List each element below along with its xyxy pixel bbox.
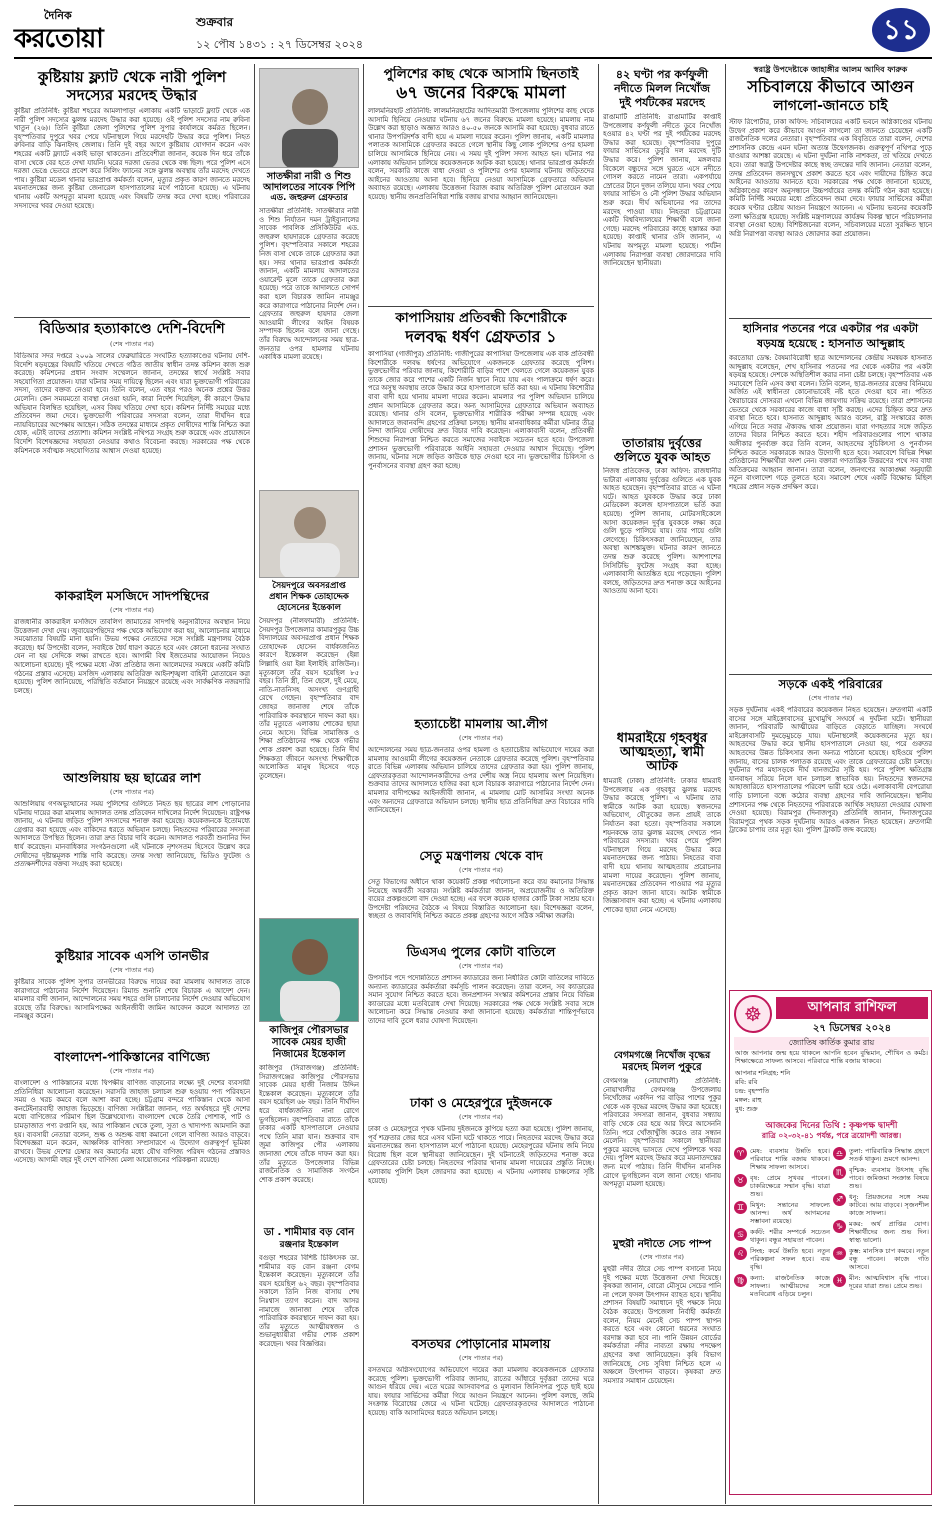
article-body: নিজস্ব প্রতিবেদক, ঢাকা অফিস: রাজধানীর ভাটারা এলাকায় দুর্বৃত্তের গুলিতে এক যুবক আহত হয়েছেন। বৃহস্পতিবার রাতে এ ঘটনা ঘটে। আহত যুবককে উদ্ধার করে ঢাকা মেডিকেল কলেজ হাসপাতালে ভর্তি করা হয়েছে। পুলিশ জানায়, মোটরসাইকেলে আসা কয়েকজন দুর্বৃত্ত যুবককে লক্ষ্য করে গুলি ছুড়ে পালিয়ে যায়। তার পায়ে গুলি লেগেছে। চিকিৎসকরা জানিয়েছেন, তার অবস্থা আশঙ্কামুক্ত। ঘটনার কারণ জানতে তদন্ত শুরু করেছে পুলিশ। আশপাশের সিসিটিভি ফুটেজ সংগ্রহ করা হচ্ছে। এলাকাবাসী আতঙ্কিত হয়ে পড়েছেন। পুলিশ বলছে, জড়িতদের দ্রুত শনাক্ত করে আইনের আওতায় আনা হবে। [603, 467, 721, 596]
horoscope-intro: আজ আপনার জন্ম হয়ে থাকলে আপনি হবেন বুদ্ধিমান, শৌখিন ও কর্মঠ। শিক্ষাক্ষেত্রে সাফল্য আসবে। পরিবারে শান্তি বজায় থাকবে। [735, 1049, 928, 1065]
headline: মুহুরী নদীতে সেচ পাম্প [612, 1238, 712, 1250]
zodiac-item [833, 1247, 929, 1271]
caption-line-2: রঞ্জনার ইন্তেকাল [279, 1240, 339, 1250]
zodiac-text: সিংহ: কর্মে উন্নতি হবে। নতুন পরিকল্পনা সফল হবে। ব্যয় বৃদ্ধি। [750, 1247, 830, 1271]
horoscope-title-bar [776, 997, 928, 1019]
scorpio-icon: ♏ [833, 1166, 846, 1179]
article-ashulia [14, 770, 250, 956]
aquarius-icon: ♒ [833, 1247, 846, 1260]
headline-line-2: দলবদ্ধ ধর্ষণ গ্রেফতার ১ [405, 327, 557, 346]
kicker: স্বরাষ্ট্র উপদেষ্টাকে জাহাঙ্গীর আলম আদিব ফারুক [753, 65, 908, 74]
masthead [14, 4, 932, 56]
article-body: কুষ্টিয়ার সাবেক পুলিশ সুপার তানভীরের বিরুদ্ধে দায়ের করা মামলায় আদালত তাকে কারাগারে পাঠানোর নির্দেশ দিয়েছেন। রিমান্ড শুনানি শেষে বিচারক এ আদেশ দেন। মামলার বাদী জানান, আন্দোলনের সময় শহরে গুলি চালানোর নির্দেশ দেওয়ার অভিযোগ রয়েছে তাঁর বিরুদ্ধে। আসামিপক্ষের আইনজীবী জামিন আবেদন করলে আদালত তা নামঞ্জুর করেন। [14, 978, 250, 1021]
article-kushtia-police [14, 68, 250, 323]
zodiac-left-column [734, 1147, 830, 1301]
headline: ৪২ ঘণ্টা পর কর্ণফুলী [615, 68, 709, 81]
zodiac-text: বৃশ্চিক: ব্যবসায় উৎসাহ বৃদ্ধি পাবে। জমিজমা সংক্রান্ত বিষয়ে শুভ। [849, 1166, 929, 1190]
headline: কুষ্টিয়ায় ফ্ল্যাট থেকে নারী পুলিশ [37, 68, 227, 86]
caption-line-1: কাজিপুর পৌরসভার [269, 1025, 349, 1036]
zodiac-item [734, 1228, 830, 1244]
headline: সচিবালয়ে কীভাবে আগুন [747, 77, 914, 96]
planet-grid [735, 1069, 928, 1114]
sagittarius-icon: ♐ [833, 1193, 846, 1206]
article-body: কাজিপুর (সিরাজগঞ্জ) প্রতিনিধি: সিরাজগঞ্জের কাজিপুর পৌরসভার সাবেক মেয়র হাজী নিজাম উদ্দিন ইন্তেকাল করেছেন। মৃত্যুকালে তাঁর বয়স হয়েছিল ৬৮ বছর। তিনি দীর্ঘদিন ধরে বার্ধক্যজনিত নানা রোগে ভুগছিলেন। বৃহস্পতিবার রাতে তাঁকে ঢাকার একটি হাসপাতালে নেওয়ার পথে তিনি মারা যান। শুক্রবার বাদ জুমা কাজিপুর পৌর এলাকায় জানাজা শেষে তাঁকে দাফন করা হয়। তাঁর মৃত্যুতে উপজেলার বিভিন্ন রাজনৈতিক ও সামাজিক সংগঠন শোক প্রকাশ করেছে। [259, 1064, 359, 1184]
continued-label: (শেষ পাতার পর) [459, 1113, 503, 1121]
headline: কুষ্টিয়ার সাবেক এসপি তানভীর [55, 948, 209, 963]
article-secretariat-fire [729, 64, 932, 304]
article-bd-pak-trade [14, 1049, 250, 1512]
headline-line-2: গুলিতে যুবক আহত [613, 450, 711, 464]
planet-row: চন্দ্র: বৃহস্পতি [735, 1087, 770, 1095]
article-body: স্টাফ রিপোর্টার, ঢাকা অফিস: সচিবালয়ের একটি ভবনে অগ্নিকাণ্ডের ঘটনায় উদ্বেগ প্রকাশ করে কীভাবে আগুন লাগলো তা জানতে চেয়েছেন একটি রাজনৈতিক দলের নেতারা। বৃহস্পতিবার এক বিবৃতিতে তারা বলেন, দেশের প্রশাসনিক কেন্দ্রে এমন ঘটনা অত্যন্ত উদ্বেগজনক। গুরুত্বপূর্ণ নথিপত্র পুড়ে যাওয়ার আশঙ্কা রয়েছে। এ ঘটনা দুর্ঘটনা নাকি নাশকতা, তা খতিয়ে দেখতে হবে। তারা স্বরাষ্ট্র উপদেষ্টার কাছে স্বচ্ছ তদন্তের দাবি জানান। নেতারা বলেন, তদন্ত প্রতিবেদন জনসম্মুখে প্রকাশ করতে হবে এবং দায়ীদের চিহ্নিত করে আইনের আওতায় আনতে হবে। সরকারের পক্ষ থেকে জানানো হয়েছে, অগ্নিকাণ্ডের কারণ অনুসন্ধানে উচ্চপর্যায়ের তদন্ত কমিটি গঠন করা হয়েছে। কমিটি নির্দিষ্ট সময়ের মধ্যে প্রতিবেদন জমা দেবে। ফায়ার সার্ভিসের কর্মীরা কয়েক ঘণ্টার চেষ্টায় আগুন নিয়ন্ত্রণে আনেন। এ ঘটনায় ভবনের কয়েকটি তলা ক্ষতিগ্রস্ত হয়েছে। সংশ্লিষ্ট মন্ত্রণালয়ের কার্যক্রম বিকল্প স্থানে পরিচালনার ব্যবস্থা নেওয়া হচ্ছে। বিশিষ্টজনেরা বলেন, সচিবালয়ের মতো সুরক্ষিত স্থানে অগ্নি নিরাপত্তা ব্যবস্থা আরও জোরদার করা প্রয়োজন। [729, 118, 932, 238]
article-bridge-ministry [368, 848, 594, 950]
continued-label: (শেষ পাতার পর) [110, 1067, 154, 1075]
zodiac-item [833, 1274, 929, 1290]
article-kushtia-sp [14, 948, 250, 1056]
bottom-rule [14, 1505, 932, 1506]
article-body: রাঙামাটি প্রতিনিধি: রাঙামাটির কাপ্তাই উপজেলায় কর্ণফুলী নদীতে ডুবে নিখোঁজ হওয়ার ৪২ ঘণ্টা পর দুই পর্যটকের মরদেহ উদ্ধার করা হয়েছে। বৃহস্পতিবার দুপুরে ফায়ার সার্ভিসের ডুবুরি দল মরদেহ দুটি উদ্ধার করে। পুলিশ জানায়, মঙ্গলবার বিকেলে বন্ধুদের সঙ্গে ঘুরতে এসে নদীতে গোসল করতে নামেন তারা। একপর্যায়ে স্রোতের টানে দুজন তলিয়ে যান। খবর পেয়ে ফায়ার সার্ভিস ও নৌ পুলিশ উদ্ধার অভিযান শুরু করে। দীর্ঘ অভিযানের পর তাদের মরদেহ পাওয়া যায়। নিহতরা চট্টগ্রামের একটি বিশ্ববিদ্যালয়ের শিক্ষার্থী বলে জানা গেছে। মরদেহ পরিবারের কাছে হস্তান্তর করা হয়েছে। কাপ্তাই থানার ওসি জানান, এ ঘটনায় অপমৃত্যু মামলা হয়েছে। পর্যটন এলাকায় নিরাপত্তা ব্যবস্থা জোরদারের দাবি জানিয়েছেন স্থানীয়রা। [603, 113, 721, 268]
article-kakrail [14, 588, 250, 775]
article-dhamrai [603, 732, 721, 1042]
person-photo [259, 68, 359, 168]
person-photo-graphic [260, 491, 359, 578]
column-rule [254, 64, 255, 1504]
page-number [872, 8, 930, 52]
article-body: সেতু বিভাগের অধীনে থাকা কয়েকটি প্রকল্প পর্যালোচনা করে ব্যয় কমানোর সিদ্ধান্ত নিয়েছে অন্তর্বর্তী সরকার। সংশ্লিষ্ট কর্মকর্তারা জানান, অপ্রয়োজনীয় ও অতিরিক্ত ব্যয়ের প্রকল্পগুলো বাদ দেওয়া হচ্ছে। এর ফলে কয়েক হাজার কোটি টাকা সাশ্রয় হবে। উপদেষ্টা পরিষদের বৈঠকে এ বিষয়ে বিস্তারিত আলোচনা হয়। বিশেষজ্ঞরা বলেন, স্বচ্ছতা ও জবাবদিহি নিশ্চিত করতে প্রকল্প গ্রহণের আগে সঠিক সমীক্ষা জরুরি। [368, 878, 594, 921]
caption-line-2: প্রধান শিক্ষক তোহাদ্দেক [269, 592, 349, 602]
zodiac-right-column [833, 1147, 929, 1293]
caption-line-1: সৈয়দপুরে অবসরপ্রাপ্ত [272, 581, 346, 591]
horoscope-emblem [734, 995, 772, 1033]
headline: কাকরাইল মসজিদে সাদপন্থিদের [54, 588, 210, 603]
zodiac-text: কন্যা: রাজনৈতিক কাজে সাফল্য। আত্মীয়দের সঙ্গে মতবিরোধ এড়িয়ে চলুন। [750, 1274, 830, 1298]
zodiac-item [734, 1147, 830, 1171]
article-body: বগুড়া শহরের বিশিষ্ট চিকিৎসক ডা. শামীমার বড় বোন রঞ্জনা বেগম ইন্তেকাল করেছেন। মৃত্যুকালে তাঁর বয়স হয়েছিল ৬২ বছর। বৃহস্পতিবার সকালে তিনি নিজ বাসায় শেষ নিঃশ্বাস ত্যাগ করেন। বাদ আসর নামাজে জানাজা শেষে তাঁকে পারিবারিক কবরস্থানে দাফন করা হয়। তাঁর মৃত্যুতে আত্মীয়স্বজন ও শুভানুধ্যায়ীরা গভীর শোক প্রকাশ করেছেন। খবর বিজ্ঞপ্তির। [259, 1254, 359, 1348]
article-accused-snatched [368, 66, 594, 299]
article-vatara-shooting [603, 436, 721, 723]
headline-line-2: আত্মহত্যা, স্বামী [620, 745, 704, 760]
article-dhaka-meherpur [368, 1095, 594, 1343]
zodiac-text: মিথুন: সন্তানের সাফল্যে আনন্দ। অর্থ আগমনের সম্ভাবনা রয়েছে। [750, 1201, 830, 1225]
article-body: করতোয়া ডেস্ক: বৈষম্যবিরোধী ছাত্র আন্দোলনের কেন্দ্রীয় সমন্বয়ক হাসনাত আব্দুল্লাহ বলেছেন, শেখ হাসিনার পতনের পর থেকে একটার পর একটা ষড়যন্ত্র হয়েছে। দেশকে অস্থিতিশীল করার নানা চেষ্টা চলছে। বৃহস্পতিবার এক সমাবেশে তিনি এসব কথা বলেন। তিনি বলেন, ছাত্র-জনতার রক্তের বিনিময়ে অর্জিত এই স্বাধীনতা কোনোভাবেই নষ্ট হতে দেওয়া হবে না। পতিত স্বৈরাচারের দোসররা এখনো বিভিন্ন জায়গায় সক্রিয় রয়েছে। তারা প্রশাসনের ভেতরে থেকে সরকারের কাজে বাধা সৃষ্টি করছে। এদের চিহ্নিত করে দ্রুত ব্যবস্থা নিতে হবে। হাসনাত আব্দুল্লাহ আরও বলেন, রাষ্ট্র সংস্কারের কাজ এগিয়ে নিতে সবার ঐক্যবদ্ধ থাকা প্রয়োজন। যারা গণহত্যার সঙ্গে জড়িত তাদের বিচার নিশ্চিত করতে হবে। শহীদ পরিবারগুলোর পাশে থাকার অঙ্গীকার পুনর্ব্যক্ত করে তিনি বলেন, আহতদের সুচিকিৎসা ও পুনর্বাসন নিশ্চিত করতে সরকারকে আরও উদ্যোগী হতে হবে। সমাবেশে বিভিন্ন শিক্ষা প্রতিষ্ঠানের শিক্ষার্থীরা অংশ নেন। বক্তারা গণতান্ত্রিক উত্তরণের পথে সব বাধা অতিক্রমের আহ্বান জানান। তারা বলেন, জনগণের আকাঙ্ক্ষা অনুযায়ী নতুন বাংলাদেশ গড়ে তুলতে হবে। সমাবেশ শেষে একটি বিক্ষোভ মিছিল শহরের প্রধান সড়ক প্রদক্ষিণ করে। [729, 354, 932, 491]
article-body: মুহুরী নদীর তীরে সেচ পাম্প বসানো নিয়ে দুই পক্ষের মধ্যে উত্তেজনা দেখা দিয়েছে। কৃষকরা জানান, বোরো মৌসুমে সেচের পানি না পেলে ফসল উৎপাদন ব্যাহত হবে। স্থানীয় প্রশাসন বিষয়টি সমাধানে দুই পক্ষকে নিয়ে বৈঠক করেছে। উপজেলা নির্বাহী কর্মকর্তা বলেন, নিয়ম মেনেই সেচ পাম্প স্থাপন করতে হবে এবং কোনো ধরনের সংঘাত বরদাস্ত করা হবে না। পানি উন্নয়ন বোর্ডের কর্মকর্তারা নদীর নাব্যতা রক্ষায় পদক্ষেপ গ্রহণের কথা জানিয়েছেন। কৃষি বিভাগ জানিয়েছে, সেচ সুবিধা নিশ্চিত হলে এ অঞ্চলে উৎপাদন বাড়বে। কৃষকরা দ্রুত সমস্যার সমাধান চেয়েছেন। [603, 1265, 721, 1385]
caption-line-3: এড. জহুরুল গ্রেফতার [270, 193, 348, 203]
planet-row: রবি: রবি [735, 1078, 758, 1086]
headline-line-3: আটক [646, 759, 678, 774]
zodiac-text: তুলা: পারিবারিক সিদ্ধান্ত গ্রহণে সতর্ক থাকুন। ভ্রমণে আনন্দ। [849, 1147, 929, 1163]
taurus-icon: ♉ [734, 1174, 747, 1187]
continued-label: (শেষ পাতার পর) [640, 1253, 684, 1261]
planet-row: মঙ্গল: রাহু [735, 1096, 762, 1104]
masthead-day: শুক্রবার [196, 15, 234, 29]
horoscope-date: ২৭ ডিসেম্বর ২০২৪ [812, 1023, 892, 1034]
zodiac-item [734, 1201, 830, 1225]
column-rule [363, 64, 364, 1504]
caption-line-1: ডা . শামীমার বড় বোন [263, 1227, 355, 1238]
continued-label: (শেষ পাতার পর) [110, 966, 154, 974]
article-karnaphuli [603, 68, 721, 433]
zodiac-text: কুম্ভ: মানসিক চাপ কমবে। নতুন বন্ধু পাবেন। কাজে গতি আসবে। [849, 1247, 929, 1271]
headline: হত্যাচেষ্টা মামলায় আ.লীগ [414, 716, 548, 731]
horoscope-author: জ্যোতিষ কার্তিক কুমার রায় [734, 1037, 929, 1050]
article-hasnat [729, 318, 932, 666]
continued-label: (শেষ পাতার পর) [110, 788, 154, 796]
logo-name: করতোয়া [14, 24, 103, 54]
capricorn-icon: ♑ [833, 1220, 846, 1233]
continued-label: (শেষ পাতার পর) [808, 694, 853, 702]
gemini-icon: ♊ [734, 1201, 747, 1214]
article-body: বেগমগঞ্জ (নোয়াখালী) প্রতিনিধি: নোয়াখালীর বেগমগঞ্জ উপজেলায় নিখোঁজের একদিন পর বাড়ির পাশের পুকুর থেকে এক বৃদ্ধের মরদেহ উদ্ধার করা হয়েছে। পরিবারের সদস্যরা জানান, বুধবার সন্ধ্যায় বাড়ি থেকে বের হয়ে আর ফিরে আসেননি তিনি। পরে খোঁজাখুঁজি করেও তার সন্ধান মেলেনি। বৃহস্পতিবার সকালে স্থানীয়রা পুকুরে মরদেহ ভাসতে দেখে পুলিশকে খবর দেয়। পুলিশ মরদেহ উদ্ধার করে ময়নাতদন্তের জন্য মর্গে পাঠায়। তিনি দীর্ঘদিন মানসিক রোগে ভুগছিলেন বলে জানা গেছে। থানায় অপমৃত্যু মামলা হয়েছে। [603, 1077, 721, 1189]
headline: সড়কে একই পরিবারের [729, 674, 932, 692]
article-obituary-ranjana [259, 1227, 359, 1484]
person-photo [259, 918, 359, 1022]
headline: ঢাকা ও মেহেরপুরে দুইজনকে [410, 1095, 552, 1110]
zodiac-text: বৃষ: প্রেমে সুখবর পাবেন। চাকরিক্ষেত্রে সম্মান বৃদ্ধি। যাত্রা শুভ। [750, 1174, 830, 1198]
headline-line-2: সদস্যের মরদেহ উদ্ধার [66, 86, 198, 104]
tithi-line: আজকের দিনের তিথি : কৃষ্ণপক্ষ দ্বাদশী [765, 1121, 898, 1131]
article-obituary-nizam [259, 918, 359, 1214]
caption-line-2: সাবেক মেয়র হাজী [271, 1037, 346, 1048]
article-body: ঢাকা ও মেহেরপুরে পৃথক ঘটনায় দুইজনকে কুপিয়ে হত্যা করা হয়েছে। পুলিশ জানায়, পূর্ব শত্রুতার জের ধরে এসব ঘটনা ঘটে থাকতে পারে। নিহতদের মরদেহ উদ্ধার করে ময়নাতদন্তের জন্য হাসপাতাল মর্গে পাঠানো হয়েছে। মেহেরপুরের ঘটনায় জমি নিয়ে বিরোধ ছিল বলে স্থানীয়রা জানিয়েছেন। দুই ঘটনাতেই জড়িতদের শনাক্ত করে গ্রেফতারের চেষ্টা চলছে। নিহতদের পরিবার থানায় মামলা দায়েরের প্রস্তুতি নিচ্ছে। এলাকায় পুলিশি টহল জোরদার করা হয়েছে। এ ঘটনায় এলাকায় চাঞ্চল্যের সৃষ্টি হয়েছে। [368, 1125, 594, 1185]
article-house-burning [368, 1336, 594, 1510]
horoscope-title: আপনার রাশিফল [807, 1000, 897, 1015]
article-murder-attempt [368, 716, 594, 854]
caption-line-1: সাতক্ষীরা নারী ও শিশু [266, 171, 352, 182]
headline-line-2: মরদেহ মিলল পুকুরে [622, 1062, 702, 1073]
cancer-icon: ♋ [734, 1228, 747, 1241]
zodiac-item [833, 1166, 929, 1190]
article-body: ধামরাই (ঢাকা) প্রতিনিধি: ঢাকার ধামরাই উপজেলায় এক গৃহবধূর ঝুলন্ত মরদেহ উদ্ধার করেছে পুলিশ। এ ঘটনায় তার স্বামীকে আটক করা হয়েছে। স্বজনদের অভিযোগ, যৌতুকের জন্য প্রায়ই তাকে নির্যাতন করা হতো। বৃহস্পতিবার সকালে শয়নকক্ষে তার ঝুলন্ত মরদেহ দেখতে পান পরিবারের সদস্যরা। খবর পেয়ে পুলিশ ঘটনাস্থলে গিয়ে মরদেহ উদ্ধার করে ময়নাতদন্তের জন্য পাঠায়। নিহতের বাবা বাদী হয়ে থানায় আত্মহত্যায় প্ররোচনার মামলা দায়ের করেছেন। পুলিশ জানায়, ময়নাতদন্তের প্রতিবেদন পাওয়ার পর মৃত্যুর প্রকৃত কারণ জানা যাবে। আটক স্বামীকে জিজ্ঞাসাবাদ করা হচ্ছে। এ ঘটনায় এলাকায় শোকের ছায়া নেমে এসেছে। [603, 777, 721, 914]
continued-label: (শেষ পাতার পর) [459, 962, 503, 970]
article-body: বাংলাদেশ ও পাকিস্তানের মধ্যে দ্বিপক্ষীয় বাণিজ্য বাড়ানোর লক্ষ্যে দুই দেশের ব্যবসায়ী প্রতিনিধিরা আলোচনা করেছেন। সরাসরি জাহাজ চলাচল শুরু হওয়ায় পণ্য পরিবহনে সময় ও খরচ কমবে বলে আশা করা হচ্ছে। চট্টগ্রাম বন্দরে পাকিস্তান থেকে আসা কনটেইনারবাহী জাহাজ ভিড়েছে। বাণিজ্য সংশ্লিষ্টরা জানান, গত অর্থবছরে দুই দেশের মধ্যে বাণিজ্যের পরিমাণ ছিল উল্লেখযোগ্য। বাংলাদেশ থেকে তৈরি পোশাক, পাট ও চামড়াজাত পণ্য রপ্তানি হয়, আর পাকিস্তান থেকে তুলা, সুতা ও খাদ্যপণ্য আমদানি করা হয়। ব্যবসায়ী নেতারা বলেন, শুল্ক ও অশুল্ক বাধা কমানো গেলে বাণিজ্য আরও বাড়বে। বিশেষজ্ঞরা মনে করেন, আঞ্চলিক বাণিজ্য সম্প্রসারণে এ উদ্যোগ গুরুত্বপূর্ণ ভূমিকা রাখবে। উভয় দেশের চেম্বার অব কমার্সের মধ্যে যৌথ বাণিজ্য পরিষদ গঠনের প্রস্তাবও এসেছে। আগামী বছর দুই দেশে বাণিজ্য মেলা আয়োজনের পরিকল্পনা রয়েছে। [14, 1079, 250, 1165]
caption-line-3: হোসেনের ইন্তেকাল [277, 603, 341, 613]
headline-line-2: ৬৭ জনের বিরুদ্ধে মামলা [396, 83, 566, 103]
continued-label: (শেষ পাতার পর) [110, 606, 154, 614]
headline: ধামরাইয়ে গৃহবধূর [616, 731, 708, 746]
logo-small-text: দৈনিক [44, 9, 72, 22]
zodiac-text: মকর: অর্থ প্রাপ্তির যোগ। শিক্ষার্থীদের জন্য শুভ দিন। স্বাস্থ্য ভালো। [849, 1220, 929, 1244]
planet-row: বুধ: শুক্র [735, 1105, 758, 1113]
headline: পুলিশের কাছ থেকে আসামি ছিনতাই [383, 66, 579, 82]
headline: ডিএসএ পুলের কোটা বাতিলে [406, 944, 556, 959]
article-body: সাতক্ষীরা প্রতিনিধি: সাতক্ষীরার নারী ও শিশু নির্যাতন দমন ট্রাইব্যুনালের সাবেক পাবলিক প্রসিকিউটর এড. জহুরুল হায়দারকে গ্রেফতার করেছে পুলিশ। বৃহস্পতিবার সকালে শহরের নিজ বাসা থেকে তাকে গ্রেফতার করা হয়। সদর থানার ভারপ্রাপ্ত কর্মকর্তা জানান, একটি মামলায় আদালতের ওয়ারেন্ট মূলে তাকে গ্রেফতার করা হয়েছে। পরে তাকে আদালতে সোপর্দ করা হলে বিচারক জামিন নামঞ্জুর করে কারাগারে পাঠানোর নির্দেশ দেন। গ্রেফতার জহুরুল হায়দার জেলা আওয়ামী লীগের আইন বিষয়ক সম্পাদক ছিলেন বলে জানা গেছে। তাঁর বিরুদ্ধে আন্দোলনের সময় ছাত্র-জনতার ওপর হামলার ঘটনায় একাধিক মামলা রয়েছে। [259, 207, 359, 362]
article-body: আন্দোলনের সময় ছাত্র-জনতার ওপর হামলা ও হত্যাচেষ্টার অভিযোগে দায়ের করা মামলায় আওয়ামী লীগের কয়েকজন নেতাকে গ্রেফতার করেছে পুলিশ। বৃহস্পতিবার রাতে বিভিন্ন এলাকায় অভিযান চালিয়ে তাদের গ্রেফতার করা হয়। পুলিশ জানায়, গ্রেফতারকৃতরা আন্দোলনকারীদের ওপর দেশীয় অস্ত্র নিয়ে হামলায় অংশ নিয়েছিল। শুক্রবার তাদের আদালতে হাজির করা হলে বিচারক কারাগারে পাঠানোর নির্দেশ দেন। মামলার বাদীপক্ষের আইনজীবী জানান, এ মামলায় মোট আসামির সংখ্যা অনেক এবং অন্যদের গ্রেফতারে অভিযান চলছে। স্থানীয় ছাত্র প্রতিনিধিরা দ্রুত বিচারের দাবি জানিয়েছেন। [368, 746, 594, 815]
headline: তাতারায় দুর্বৃত্তের [622, 436, 702, 450]
zodiac-item [734, 1274, 830, 1298]
headline-line-3: দুই পর্যটকের মরদেহ [619, 96, 705, 109]
zodiac-item [833, 1147, 929, 1163]
leo-icon: ♌ [734, 1247, 747, 1260]
headline-line-2: নদীতে মিলল নিখোঁজ [614, 82, 710, 95]
article-bdr [14, 317, 250, 592]
article-satkhira-pp [259, 68, 359, 442]
logo [14, 4, 124, 52]
zodiac-item [833, 1220, 929, 1244]
person-photo-graphic [260, 69, 359, 168]
person-photo-graphic [260, 919, 359, 1022]
headline: বাংলাদেশ-পাকিস্তানের বাণিজ্যে [54, 1049, 210, 1064]
headline: বসতঘর পোড়ানোর মামলায় [411, 1336, 551, 1351]
aries-icon: ♈ [734, 1147, 747, 1160]
continued-label: (শেষ পাতার পর) [110, 340, 154, 348]
article-body: বসতঘরে অগ্নিসংযোগের অভিযোগে দায়ের করা মামলায় কয়েকজনকে গ্রেফতার করেছে পুলিশ। ভুক্তভোগী পরিবার জানায়, রাতের আঁধারে দুর্বৃত্তরা তাদের ঘরে আগুন ধরিয়ে দেয়। এতে ঘরের আসবাবপত্র ও মূল্যবান জিনিসপত্র পুড়ে ছাই হয়ে যায়। ফায়ার সার্ভিসের কর্মীরা গিয়ে আগুন নিয়ন্ত্রণে আনেন। পুলিশ বলছে, জমি সংক্রান্ত বিরোধের জেরে এ ঘটনা ঘটেছে। গ্রেফতারকৃতদের আদালতে পাঠানো হয়েছে। বাকি আসামিদের ধরতে অভিযান চলছে। [368, 1366, 594, 1417]
horoscope-box [729, 990, 932, 1495]
column-rule [598, 64, 599, 1504]
zodiac-text: মেষ: ব্যবসায় উন্নতি হবে। পরিবারে শান্তি বজায় থাকবে। শিক্ষায় সাফল্য আসবে। [750, 1147, 830, 1171]
masthead-rule [14, 57, 932, 59]
zodiac-item [734, 1247, 830, 1271]
article-muhuri [603, 1238, 721, 1497]
headline: হাসিনার পতনের পরে একটার পর একটা [729, 318, 932, 336]
headline: বিডিআর হত্যাকাণ্ডে দেশি-বিদেশি [14, 317, 250, 338]
virgo-icon: ♍ [734, 1274, 747, 1287]
tithi-time: রাত্রি ০২-৩২-৪১ পর্যন্ত, পরে ত্রয়োদশী আরম্ভ। [761, 1131, 902, 1140]
caption-line-3: নিজামের ইন্তেকাল [272, 1049, 346, 1060]
continued-label: (শেষ পাতার পর) [459, 1354, 503, 1362]
zodiac-text: মীন: আত্মবিশ্বাস বৃদ্ধি পাবে। দূরের যাত্রা শুভ। প্রেমে শুভ। [849, 1274, 929, 1290]
article-body: সৈয়দপুর (নীলফামারী) প্রতিনিধি: সৈয়দপুর উপজেলার কামারপুকুর উচ্চ বিদ্যালয়ের অবসরপ্রাপ্ত প্রধান শিক্ষক তোহাদ্দেক হোসেন বার্ধক্যজনিত কারণে ইন্তেকাল করেছেন (ইন্না লিল্লাহি ওয়া ইন্না ইলাইহি রাজিউন)। মৃত্যুকালে তাঁর বয়স হয়েছিল ৮৫ বছর। তিনি স্ত্রী, তিন ছেলে, দুই মেয়ে, নাতি-নাতনিসহ অসংখ্য গুণগ্রাহী রেখে গেছেন। বৃহস্পতিবার বাদ জোহর জানাজা শেষে তাঁকে পারিবারিক কবরস্থানে দাফন করা হয়। তাঁর মৃত্যুতে এলাকায় শোকের ছায়া নেমে আসে। বিভিন্ন সামাজিক ও শিক্ষা প্রতিষ্ঠানের পক্ষ থেকে গভীর শোক প্রকাশ করা হয়েছে। তিনি দীর্ঘ শিক্ষকতা জীবনে অসংখ্য শিক্ষার্থীকে আলোকিত মানুষ হিসেবে গড়ে তুলেছেন। [259, 617, 359, 780]
pisces-icon: ♓ [833, 1274, 846, 1287]
headline: সেতু মন্ত্রণালয় থেকে বাদ [419, 848, 543, 863]
article-road-accident [729, 674, 932, 996]
article-dsa-quota [368, 944, 594, 1102]
headline-line-2: ষড়যন্ত্র হয়েছে : হাসনাত আব্দুল্লাহ [757, 337, 904, 350]
article-body: কাপাসিয়া (গাজীপুর) প্রতিনিধি: গাজীপুরের কাপাসিয়া উপজেলায় এক বাক প্রতিবন্ধী কিশোরীকে দলবদ্ধ ধর্ষণের অভিযোগে একজনকে গ্রেফতার করেছে পুলিশ। ভুক্তভোগীর পরিবার জানায়, কিশোরীটি বাড়ির পাশে খেলতে গেলে কয়েকজন যুবক তাকে জোর করে পাশের একটি নির্জন স্থানে নিয়ে যায় এবং পালাক্রমে ধর্ষণ করে। পরে অসুস্থ অবস্থায় তাকে উদ্ধার করে হাসপাতালে ভর্তি করা হয়। এ ঘটনায় কিশোরীর বাবা বাদী হয়ে থানায় মামলা দায়ের করেন। মামলার পর পুলিশ অভিযান চালিয়ে প্রধান আসামিকে গ্রেফতার করে। অন্য আসামিদের গ্রেফতারে অভিযান অব্যাহত রয়েছে। থানার ওসি বলেন, ভুক্তভোগীর শারীরিক পরীক্ষা সম্পন্ন হয়েছে এবং আদালতে জবানবন্দি গ্রহণের প্রক্রিয়া চলছে। স্থানীয় মানবাধিকার কর্মীরা ঘটনার তীব্র নিন্দা জানিয়ে দোষীদের দ্রুত বিচার দাবি করেছেন। এলাকাবাসী বলেন, প্রতিবন্ধী শিশুদের নিরাপত্তা নিশ্চিত করতে সমাজের সবাইকে সচেতন হতে হবে। উপজেলা প্রশাসন ভুক্তভোগী পরিবারকে আইনি সহায়তা দেওয়ার আশ্বাস দিয়েছে। পুলিশ জানায়, ঘটনার সঙ্গে জড়িত কাউকে ছাড় দেওয়া হবে না। ভুক্তভোগীর চিকিৎসা ও পুনর্বাসনের ব্যবস্থা গ্রহণ করা হচ্ছে। [368, 350, 594, 470]
article-body: সড়ক দুর্ঘটনায় একই পরিবারের কয়েকজন নিহত হয়েছেন। দ্রুতগামী একটি বাসের সঙ্গে মাইক্রোবাসের মুখোমুখি সংঘর্ষে এ দুর্ঘটনা ঘটে। স্থানীয়রা জানান, পরিবারটি আত্মীয়ের বাড়িতে বেড়াতে যাচ্ছিল। সংঘর্ষে মাইক্রোবাসটি দুমড়েমুচড়ে যায়। ঘটনাস্থলেই কয়েকজনের মৃত্যু হয়। আহতদের উদ্ধার করে স্থানীয় হাসপাতালে নেওয়া হয়, পরে গুরুতর আহতদের উন্নত চিকিৎসার জন্য অন্যত্র পাঠানো হয়েছে। হাইওয়ে পুলিশ জানায়, বাসের চালক পলাতক রয়েছে এবং তাকে গ্রেফতারের চেষ্টা চলছে। দুর্ঘটনার পর মহাসড়কে দীর্ঘ যানজটের সৃষ্টি হয়। পরে পুলিশ ক্ষতিগ্রস্ত যানবাহন সরিয়ে নিলে যান চলাচল স্বাভাবিক হয়। নিহতদের স্বজনদের আহাজারিতে হাসপাতালের পরিবেশ ভারী হয়ে ওঠে। এলাকাবাসী বেপরোয়া গাড়ি চালানো বন্ধে কঠোর ব্যবস্থা গ্রহণের দাবি জানিয়েছেন। স্থানীয় প্রশাসনের পক্ষ থেকে নিহতদের পরিবারকে আর্থিক সহায়তা দেওয়ার ঘোষণা দেওয়া হয়েছে। বিরামপুর (দিনাজপুর) প্রতিনিধি জানান, দিনাজপুরের বিরামপুরে পৃথক সড়ক দুর্ঘটনায় আরও একজন নিহত হয়েছেন। দ্রুতগামী ট্রাকের চাপায় তার মৃত্যু হয়। পুলিশ ট্রাকটি জব্দ করেছে। [729, 706, 932, 835]
zodiac-text: ধনু: প্রিয়জনের সঙ্গে সময় কাটবে। আয় বাড়বে। সৃজনশীল কাজে সাফল্য। [849, 1193, 929, 1217]
planet-row: আপনার শনিগ্রহ: শনি [735, 1069, 791, 1077]
column-rule [725, 64, 726, 1504]
article-begumganj [603, 1050, 721, 1234]
continued-label: (শেষ পাতার পর) [459, 734, 503, 742]
article-body: লালমনিরহাট প্রতিনিধি: লালমনিরহাটের আদিতমারী উপজেলায় পুলিশের কাছ থেকে আসামি ছিনিয়ে নেওয়ার ঘটনায় ৬৭ জনের বিরুদ্ধে মামলা হয়েছে। মামলায় নাম উল্লেখ করা ছাড়াও অজ্ঞাত আরও ৪০-৫০ জনকে আসামি করা হয়েছে। বুধবার রাতে থানার উপপরিদর্শক বাদী হয়ে এ মামলা দায়ের করেন। পুলিশ জানায়, একটি মামলার পলাতক আসামিকে গ্রেফতার করতে গেলে স্থানীয় কিছু লোক পুলিশের ওপর হামলা চালিয়ে আসামিকে ছিনিয়ে নেয়। এ সময় দুই পুলিশ সদস্য আহত হন। ঘটনার পর এলাকায় অভিযান চালিয়ে কয়েকজনকে আটক করা হয়েছে। থানার ভারপ্রাপ্ত কর্মকর্তা বলেন, সরকারি কাজে বাধা দেওয়া ও পুলিশের ওপর হামলার ঘটনায় জড়িতদের আইনের আওতায় আনা হবে। ছিনিয়ে নেওয়া আসামিকে গ্রেফতারে অভিযান অব্যাহত রয়েছে। এলাকায় উত্তেজনা বিরাজ করায় অতিরিক্ত পুলিশ মোতায়েন করা হয়েছে। স্থানীয় জনপ্রতিনিধিরা শান্তি বজায় রাখার আহ্বান জানিয়েছেন। [368, 107, 594, 201]
headline-line-2: লাগলো-জানতে চাই [773, 98, 888, 114]
headline: কাপাসিয়ায় প্রতিবন্ধী কিশোরীকে [368, 306, 594, 327]
zodiac-wheel-icon: ☸ [744, 1002, 762, 1026]
zodiac-item [833, 1193, 929, 1217]
page-number-text: ১১ [882, 13, 920, 46]
article-body: বিডিআর সদর দপ্তরে ২০০৯ সালের ফেব্রুয়ারিতে সংঘটিত হত্যাকাণ্ডের ঘটনায় দেশি-বিদেশি ষড়যন্ত্রের বিষয়টি খতিয়ে দেখতে গঠিত জাতীয় স্বাধীন তদন্ত কমিশন কাজ শুরু করেছে। কমিশনের প্রধান সংবাদ সম্মেলনে জানান, তদন্তের স্বার্থে সংশ্লিষ্ট সবার সহযোগিতা প্রয়োজন। যারা ঘটনার সময় দায়িত্বে ছিলেন এবং যারা ভুক্তভোগী পরিবারের সদস্য, তাদের বক্তব্য নেওয়া হবে। তিনি বলেন, এত বছর পরও অনেক প্রশ্নের উত্তর মেলেনি। কেন সময়মতো ব্যবস্থা নেওয়া হয়নি, কারা নির্দেশ দিয়েছিল, কী কারণে উদ্ধার অভিযান বিলম্বিত হয়েছিল, এসব বিষয় খতিয়ে দেখা হবে। কমিশন নির্দিষ্ট সময়ের মধ্যে প্রতিবেদন জমা দেবে। ভুক্তভোগী পরিবারের সদস্যরা বলেন, তারা দীর্ঘদিন ধরে ন্যায়বিচারের অপেক্ষায় আছেন। সঠিক তদন্তের মাধ্যমে প্রকৃত দোষীদের শাস্তি নিশ্চিত করা হোক, এটাই তাদের প্রত্যাশা। কমিশন সংশ্লিষ্ট নথিপত্র সংগ্রহ শুরু করেছে এবং প্রয়োজনে বিদেশি বিশেষজ্ঞদের সহায়তা নেওয়ার কথাও বিবেচনা করছে। সরকারের পক্ষ থেকে কমিশনকে সর্বাত্মক সহযোগিতার আশ্বাস দেওয়া হয়েছে। [14, 352, 250, 455]
article-body: উপসচিব পদে পদোন্নতিতে প্রশাসন ক্যাডারের জন্য নির্ধারিত কোটা বাতিলের দাবিতে অন্যান্য ক্যাডারের কর্মকর্তারা কর্মসূচি পালন করেছেন। তারা বলেন, সব ক্যাডারের সমান সুযোগ নিশ্চিত করতে হবে। জনপ্রশাসন সংস্কার কমিশনের প্রস্তাব নিয়ে বিভিন্ন ক্যাডারের মধ্যে মতবিরোধ দেখা দিয়েছে। সরকারের পক্ষ থেকে সংশ্লিষ্ট সবার সঙ্গে আলোচনা করে সিদ্ধান্ত নেওয়ার কথা জানানো হয়েছে। কর্মকর্তারা শান্তিপূর্ণভাবে তাদের দাবি তুলে ধরার ঘোষণা দিয়েছেন। [368, 974, 594, 1025]
caption-line-2: আদালতের সাবেক পিপি [263, 182, 355, 193]
article-obituary-tohaddek [259, 490, 359, 922]
headline: আশুলিয়ায় ছয় ছাত্রের লাশ [63, 770, 201, 785]
libra-icon: ♎ [833, 1147, 846, 1160]
zodiac-text: কর্কট: শরীর সম্পর্কে সচেতন থাকুন। বন্ধুর সহায়তা পাবেন। [750, 1228, 830, 1244]
masthead-date: ১২ পৌষ ১৪৩১ : ২৭ ডিসেম্বর ২০২৪ [196, 38, 364, 51]
person-photo [259, 490, 359, 578]
headline: বেগমগঞ্জে নিখোঁজ বৃদ্ধের [613, 1050, 711, 1061]
continued-label: (শেষ পাতার পর) [459, 866, 503, 874]
article-kapasia [368, 306, 594, 710]
article-body: আশুলিয়ায় গণঅভ্যুত্থানের সময় পুলিশের গুলিতে নিহত ছয় ছাত্রের লাশ পোড়ানোর ঘটনায় দায়ের করা মামলায় আদালত তদন্ত প্রতিবেদন দাখিলের নির্দেশ দিয়েছেন। রাষ্ট্রপক্ষ জানায়, এ ঘটনায় জড়িত পুলিশ সদস্যদের শনাক্ত করা হয়েছে। কয়েকজনকে ইতোমধ্যে গ্রেপ্তার করা হয়েছে এবং বাকিদের ধরতে অভিযান চলছে। নিহতদের পরিবারের সদস্যরা আদালতে উপস্থিত ছিলেন। তারা দ্রুত বিচার দাবি করেন। আদালত পরবর্তী শুনানির দিন ধার্য করেছেন। মানবাধিকার সংগঠনগুলো এই ঘটনাকে নৃশংসতম হিসেবে উল্লেখ করে দোষীদের দৃষ্টান্তমূলক শাস্তি দাবি করেছে। তদন্ত সংস্থা জানিয়েছে, ভিডিও ফুটেজ ও প্রত্যক্ষদর্শীদের বক্তব্য সংগ্রহ করা হয়েছে। [14, 800, 250, 869]
zodiac-item [734, 1174, 830, 1198]
article-body: রাজধানীর কাকরাইল মসজিদে তাবলিগ জামাতের সাদপন্থি অনুসারীদের অবস্থান নিয়ে উত্তেজনা দেখা দেয়। জুবায়েরপন্থিদের পক্ষ থেকে অভিযোগ করা হয়, আলোচনার মাধ্যমে সমঝোতার বিষয়টি মানা হয়নি। উভয় পক্ষের নেতাদের সঙ্গে সংশ্লিষ্ট মন্ত্রণালয় বৈঠক করেছে। ধর্ম উপদেষ্টা বলেন, সবাইকে ধৈর্য ধারণ করতে হবে এবং কোনো ধরনের সংঘাত যেন না হয় সেদিকে লক্ষ্য রাখতে হবে। আগামী বিশ্ব ইজতেমার আয়োজন নিয়েও আলোচনা হয়েছে। দুই পক্ষের মধ্যে ঐক্য প্রতিষ্ঠার জন্য আলেমদের সমন্বয়ে একটি কমিটি গঠনের প্রস্তাব এসেছে। মসজিদ এলাকায় অতিরিক্ত আইনশৃঙ্খলা বাহিনী মোতায়েন করা হয়েছে। পুলিশ জানিয়েছে, পরিস্থিতি বর্তমানে নিয়ন্ত্রণে রয়েছে এবং সার্বক্ষণিক নজরদারি চলছে। [14, 618, 250, 695]
article-body: কুষ্টিয়া প্রতিনিধি: কুষ্টিয়া শহরের আমলাপাড়া এলাকায় একটি ভাড়াটে ফ্ল্যাট থেকে এক নারী পুলিশ সদস্যের ঝুলন্ত মরদেহ উদ্ধার করা হয়েছে। ওই পুলিশ সদস্যের নাম রুবিনা খাতুন (২৬)। তিনি কুষ্টিয়া জেলা পুলিশের পুলিশ সুপার কার্যালয়ে কর্মরত ছিলেন। বৃহস্পতিবার দুপুরে খবর পেয়ে ঘটনাস্থলে গিয়ে মরদেহটি উদ্ধার করে পুলিশ। নিহত রুবিনার বাড়ি ঝিনাইদহ জেলায়। তিনি দুই বছর আগে কুষ্টিয়ায় যোগদান করেন এবং শহরের একটি ফ্ল্যাটে একাই ভাড়া থাকতেন। প্রতিবেশীরা জানান, কয়েক দিন ধরে তাঁকে বাসা থেকে বের হতে দেখা যায়নি। ঘরের দরজা ভেতর থেকে বন্ধ ছিল। পরে পুলিশ এসে দরজা ভেঙে ভেতরে প্রবেশ করে সিলিং ফ্যানের সঙ্গে ঝুলন্ত অবস্থায় তাঁর মরদেহ দেখতে পায়। কুষ্টিয়া মডেল থানার ভারপ্রাপ্ত কর্মকর্তা বলেন, মৃত্যুর প্রকৃত কারণ জানতে মরদেহ ময়নাতদন্তের জন্য কুষ্টিয়া জেনারেল হাসপাতালের মর্গে পাঠানো হয়েছে। এ ঘটনায় থানায় একটি অপমৃত্যু মামলা হয়েছে এবং বিষয়টি তদন্ত করে দেখা হচ্ছে। পরিবারের সদস্যদের খবর দেওয়া হয়েছে। [14, 107, 250, 210]
